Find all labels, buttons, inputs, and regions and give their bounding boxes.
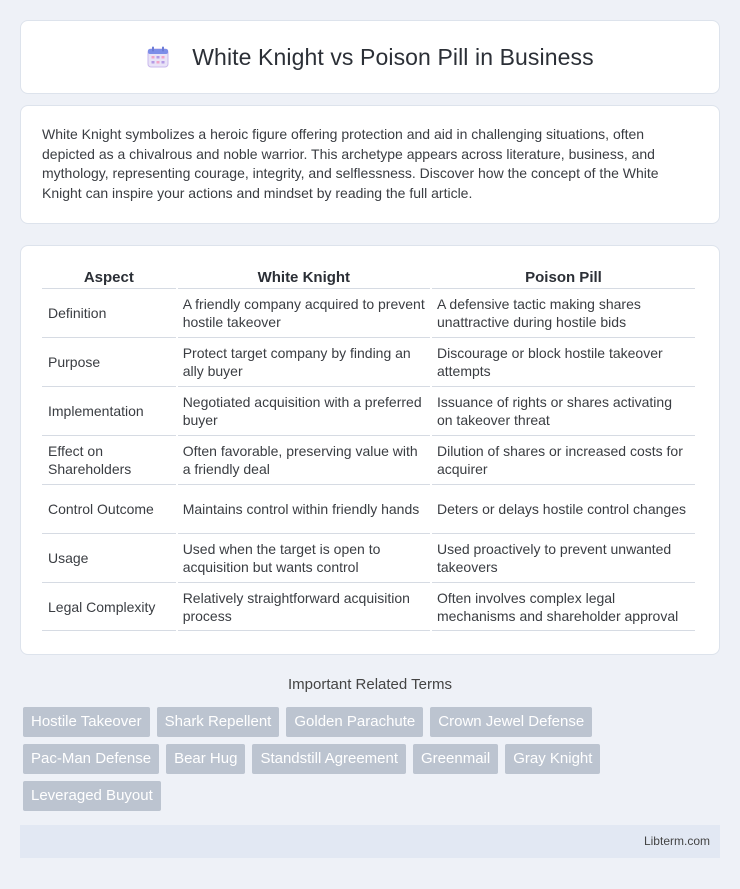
poison-pill-cell: Often involves complex legal mechanisms and shareholder approval bbox=[432, 582, 695, 631]
white-knight-cell: A friendly company acquired to prevent hostile takeover bbox=[178, 288, 430, 337]
table-row bbox=[42, 484, 695, 533]
aspect-cell: Usage bbox=[42, 533, 176, 582]
footer-site-link[interactable]: Libterm.com bbox=[643, 834, 710, 848]
white-knight-cell: Negotiated acquisition with a preferred buyer bbox=[178, 386, 430, 435]
intro-text: White Knight symbolizes a heroic figure offering protection and aid in challenging situations, often depicted as a chivalrous and noble warrior. This archetype appears across literature, business, and mythology, representing courage, integrity, and selflessness. Discover how the concept of the White Knight can inspire your actions and mindset by reading the full article. bbox=[42, 126, 659, 201]
page-title: White Knight vs Poison Pill in Business bbox=[192, 43, 594, 70]
white-knight-cell: Maintains control within friendly hands bbox=[178, 484, 430, 533]
poison-pill-cell: Used proactively to prevent unwanted takeovers bbox=[432, 533, 695, 582]
aspect-cell: Definition bbox=[42, 288, 176, 337]
table-header-row bbox=[42, 266, 695, 288]
related-term-tag[interactable]: Standstill Agreement bbox=[252, 744, 406, 774]
table-row bbox=[42, 435, 695, 484]
column-header-white-knight: White Knight bbox=[257, 269, 351, 286]
table-row bbox=[42, 386, 695, 435]
comparison-table-card bbox=[20, 245, 720, 655]
aspect-cell: Legal Complexity bbox=[42, 582, 176, 631]
related-terms-list bbox=[23, 707, 723, 811]
poison-pill-cell: Issuance of rights or shares activating on takeover threat bbox=[432, 386, 695, 435]
aspect-cell: Control Outcome bbox=[42, 484, 176, 533]
table-row bbox=[42, 288, 695, 337]
related-term-tag[interactable]: Greenmail bbox=[413, 744, 498, 774]
related-term-tag[interactable]: Gray Knight bbox=[505, 744, 600, 774]
poison-pill-cell: A defensive tactic making shares unattractive during hostile bids bbox=[432, 288, 695, 337]
related-term-tag[interactable]: Bear Hug bbox=[166, 744, 245, 774]
intro-card bbox=[20, 105, 720, 224]
table-row bbox=[42, 533, 695, 582]
footer bbox=[20, 825, 720, 858]
poison-pill-cell: Dilution of shares or increased costs for acquirer bbox=[432, 435, 695, 484]
related-term-tag[interactable]: Leveraged Buyout bbox=[23, 781, 161, 811]
calendar-icon bbox=[146, 45, 170, 69]
column-header-poison-pill: Poison Pill bbox=[525, 269, 602, 286]
aspect-cell: Effect on Shareholders bbox=[42, 435, 176, 484]
table-row bbox=[42, 582, 695, 631]
comparison-table bbox=[40, 266, 697, 631]
table-row bbox=[42, 337, 695, 386]
aspect-cell: Purpose bbox=[42, 337, 176, 386]
header-card bbox=[20, 20, 720, 94]
poison-pill-cell: Discourage or block hostile takeover attempts bbox=[432, 337, 695, 386]
related-term-tag[interactable]: Crown Jewel Defense bbox=[430, 707, 592, 737]
column-header-aspect: Aspect bbox=[83, 269, 134, 286]
related-term-tag[interactable]: Golden Parachute bbox=[286, 707, 423, 737]
white-knight-cell: Used when the target is open to acquisition but wants control bbox=[178, 533, 430, 582]
aspect-cell: Implementation bbox=[42, 386, 176, 435]
white-knight-cell: Relatively straightforward acquisition process bbox=[178, 582, 430, 631]
related-term-tag[interactable]: Pac-Man Defense bbox=[23, 744, 159, 774]
white-knight-cell: Often favorable, preserving value with a friendly deal bbox=[178, 435, 430, 484]
poison-pill-cell: Deters or delays hostile control changes bbox=[432, 484, 695, 533]
white-knight-cell: Protect target company by finding an ally buyer bbox=[178, 337, 430, 386]
related-terms-heading: Important Related Terms bbox=[288, 676, 452, 693]
related-term-tag[interactable]: Shark Repellent bbox=[157, 707, 280, 737]
related-term-tag[interactable]: Hostile Takeover bbox=[23, 707, 150, 737]
